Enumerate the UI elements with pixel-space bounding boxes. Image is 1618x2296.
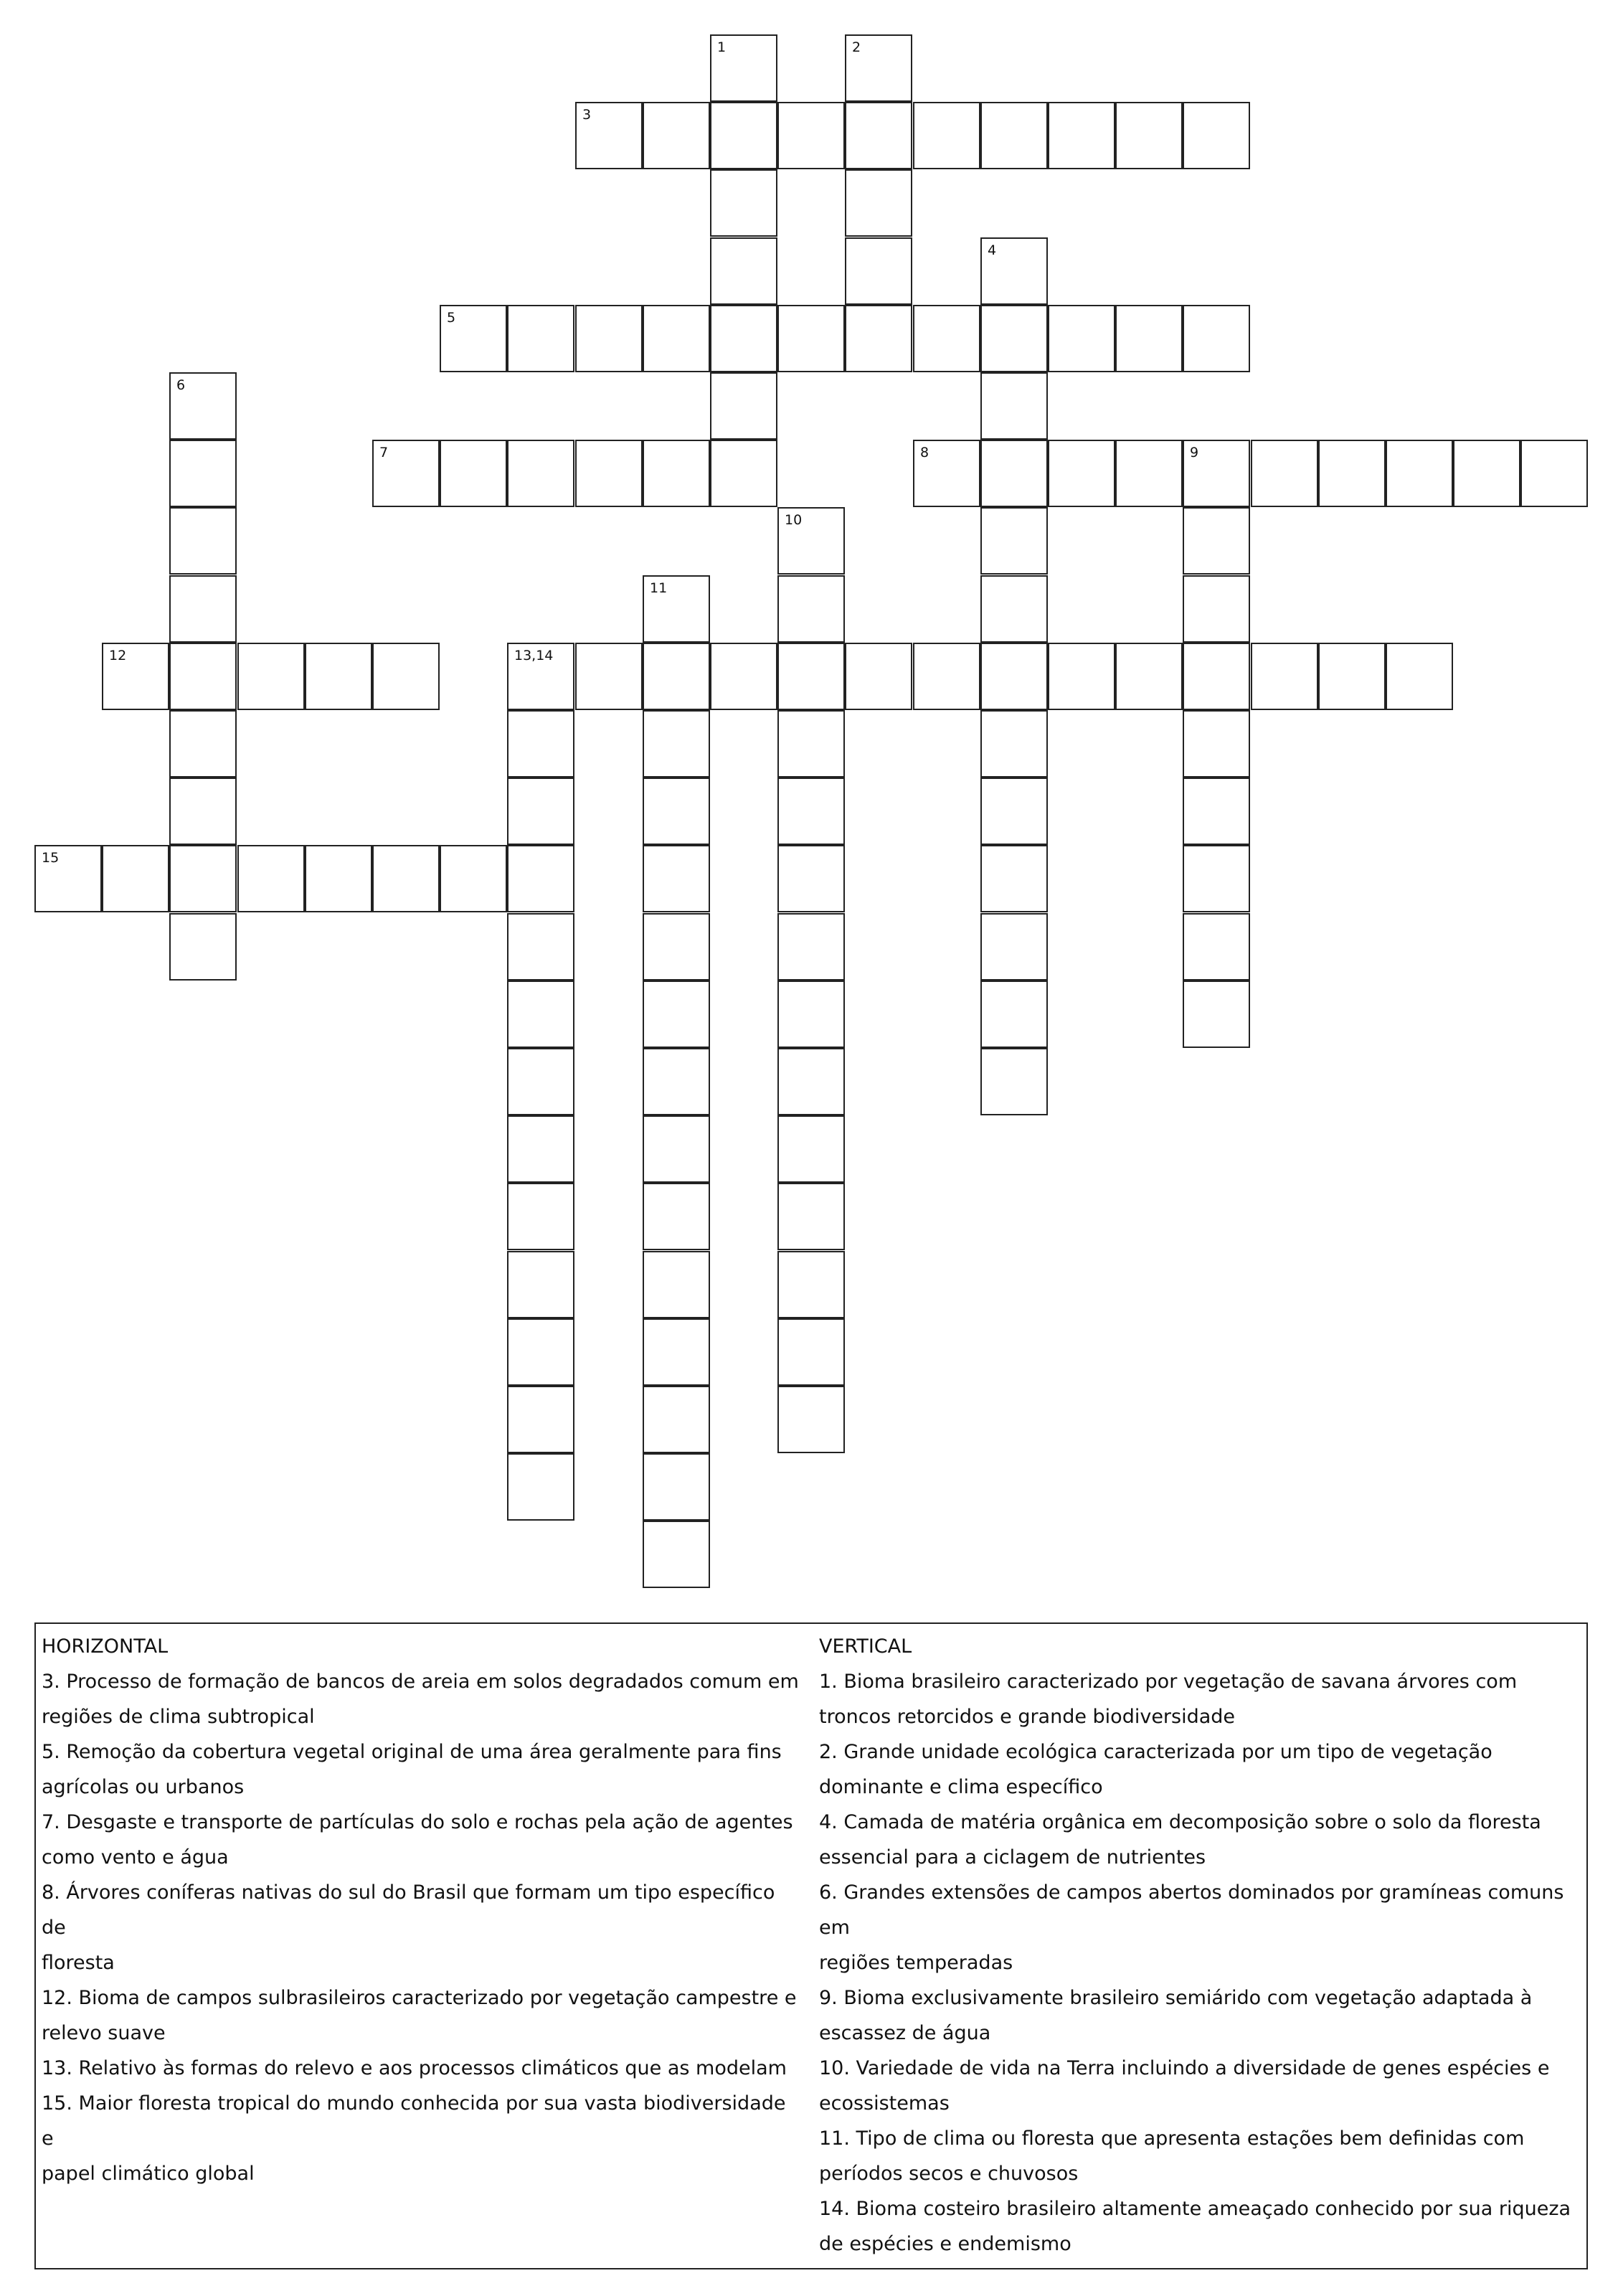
- crossword-cell[interactable]: [710, 169, 777, 237]
- crossword-cell[interactable]: [643, 913, 710, 981]
- crossword-cell[interactable]: [777, 1386, 845, 1453]
- horizontal-title: HORIZONTAL: [42, 1635, 169, 1658]
- crossword-cell[interactable]: [1318, 440, 1386, 507]
- clue-number: 3: [582, 107, 592, 123]
- crossword-cell[interactable]: [507, 1183, 574, 1250]
- clue-number: 4: [988, 242, 997, 258]
- crossword-cell[interactable]: [1183, 102, 1250, 169]
- clue-number: 9: [1190, 445, 1199, 460]
- crossword-cell[interactable]: [507, 710, 574, 778]
- clue-line: essencial para a ciclagem de nutrientes: [819, 1846, 1206, 1869]
- crossword-cell[interactable]: [507, 1453, 574, 1521]
- crossword-cell[interactable]: [980, 981, 1048, 1048]
- crossword-cell[interactable]: [980, 913, 1048, 981]
- clue-line: escassez de água: [819, 2022, 991, 2044]
- crossword-cell[interactable]: [913, 102, 980, 169]
- crossword-cell[interactable]: [643, 845, 710, 912]
- crossword-cell[interactable]: [980, 305, 1048, 372]
- crossword-cell[interactable]: [507, 778, 574, 845]
- crossword-cell[interactable]: [643, 710, 710, 778]
- crossword-cell[interactable]: [710, 372, 777, 440]
- crossword-cell[interactable]: [845, 102, 912, 169]
- clue-line: períodos secos e chuvosos: [819, 2163, 1079, 2185]
- crossword-cell[interactable]: [507, 845, 574, 912]
- crossword-cell[interactable]: [845, 169, 912, 237]
- crossword-cell[interactable]: [1386, 440, 1453, 507]
- clue-line: regiões de clima subtropical: [42, 1706, 315, 1728]
- crossword-cell[interactable]: [575, 643, 643, 710]
- clue-line: 15. Maior floresta tropical do mundo conhecida por sua vasta biodiversidade e: [42, 2092, 786, 2150]
- crossword-cell[interactable]: [980, 710, 1048, 778]
- crossword-cell[interactable]: [980, 1048, 1048, 1115]
- crossword-cell[interactable]: [643, 1183, 710, 1250]
- crossword-cell[interactable]: [1183, 981, 1250, 1048]
- crossword-cell[interactable]: [643, 1251, 710, 1318]
- crossword-cell[interactable]: [1251, 643, 1318, 710]
- crossword-cell[interactable]: [643, 981, 710, 1048]
- clue-number: 12: [109, 648, 127, 663]
- clue-line: 10. Variedade de vida na Terra incluindo a diversidade de genes espécies e: [819, 2057, 1550, 2079]
- crossword-cell[interactable]: [1183, 710, 1250, 778]
- clue-line: 1. Bioma brasileiro caracterizado por vegetação de savana árvores com: [819, 1671, 1518, 1693]
- crossword-cell[interactable]: [643, 305, 710, 372]
- crossword-cell[interactable]: [1183, 643, 1250, 710]
- clue-line: como vento e água: [42, 1846, 229, 1869]
- crossword-cell[interactable]: [980, 845, 1048, 912]
- crossword-cell[interactable]: [1115, 643, 1183, 710]
- crossword-cell[interactable]: [777, 507, 845, 575]
- crossword-cell[interactable]: [777, 845, 845, 912]
- crossword-cell[interactable]: [169, 913, 237, 981]
- crossword-cell[interactable]: [777, 1318, 845, 1386]
- crossword-cell[interactable]: [777, 1048, 845, 1115]
- clue-number: 13,14: [514, 648, 554, 663]
- crossword-cell[interactable]: [440, 305, 507, 372]
- crossword-cell[interactable]: [777, 305, 845, 372]
- crossword-cell[interactable]: [980, 575, 1048, 643]
- crossword-cell[interactable]: [1183, 913, 1250, 981]
- crossword-cell[interactable]: [980, 507, 1048, 575]
- crossword-cell[interactable]: [372, 643, 440, 710]
- crossword-cell[interactable]: [1386, 643, 1453, 710]
- crossword-cell[interactable]: [507, 305, 574, 372]
- crossword-cell[interactable]: [1183, 575, 1250, 643]
- crossword-cell[interactable]: [777, 710, 845, 778]
- crossword-cell[interactable]: [980, 372, 1048, 440]
- crossword-cell[interactable]: [237, 845, 305, 912]
- crossword-cell[interactable]: [1115, 305, 1183, 372]
- crossword-cell[interactable]: [1048, 643, 1115, 710]
- crossword-cell[interactable]: [845, 34, 912, 102]
- crossword-cell[interactable]: [1183, 778, 1250, 845]
- crossword-cell[interactable]: [305, 845, 372, 912]
- crossword-cell[interactable]: [507, 1115, 574, 1183]
- clue-line: 14. Bioma costeiro brasileiro altamente ameaçado conhecido por sua riqueza: [819, 2198, 1571, 2220]
- clue-line: relevo suave: [42, 2022, 166, 2044]
- crossword-cell[interactable]: [643, 1048, 710, 1115]
- crossword-cell[interactable]: [305, 643, 372, 710]
- crossword-cell[interactable]: [643, 1115, 710, 1183]
- clue-line: ecossistemas: [819, 2092, 950, 2115]
- crossword-cell[interactable]: [980, 440, 1048, 507]
- clue-line: 9. Bioma exclusivamente brasileiro semiárido com vegetação adaptada à: [819, 1987, 1533, 2009]
- crossword-cell[interactable]: [777, 1183, 845, 1250]
- crossword-cell[interactable]: [1520, 440, 1588, 507]
- crossword-cell[interactable]: [643, 1386, 710, 1453]
- clue-line: dominante e clima específico: [819, 1776, 1103, 1798]
- crossword-cell[interactable]: [169, 845, 237, 912]
- crossword-cell[interactable]: [777, 778, 845, 845]
- crossword-cell[interactable]: [845, 305, 912, 372]
- crossword-cell[interactable]: [980, 102, 1048, 169]
- crossword-cell[interactable]: [777, 643, 845, 710]
- clue-line: regiões temperadas: [819, 1952, 1013, 1974]
- crossword-cell[interactable]: [913, 305, 980, 372]
- clue-line: de espécies e endemismo: [819, 2233, 1071, 2255]
- clue-number: 10: [785, 512, 803, 528]
- crossword-cell[interactable]: [913, 643, 980, 710]
- clue-number: 15: [42, 850, 60, 866]
- crossword-cell[interactable]: [507, 981, 574, 1048]
- crossword-cell[interactable]: [575, 305, 643, 372]
- crossword-cell[interactable]: [980, 778, 1048, 845]
- crossword-cell[interactable]: [1115, 102, 1183, 169]
- crossword-cell[interactable]: [1251, 440, 1318, 507]
- crossword-cell[interactable]: [777, 1251, 845, 1318]
- crossword-cell[interactable]: [372, 845, 440, 912]
- clue-number: 8: [920, 445, 929, 460]
- clue-number: 11: [650, 580, 668, 596]
- crossword-cell[interactable]: [643, 102, 710, 169]
- crossword-cell[interactable]: [777, 913, 845, 981]
- clue-line: troncos retorcidos e grande biodiversidade: [819, 1706, 1236, 1728]
- crossword-cell[interactable]: [643, 440, 710, 507]
- crossword-cell[interactable]: [643, 643, 710, 710]
- crossword-cell[interactable]: [507, 1048, 574, 1115]
- crossword-cell[interactable]: [102, 643, 169, 710]
- crossword-cell[interactable]: [169, 372, 237, 440]
- crossword-cell[interactable]: [643, 1318, 710, 1386]
- crossword-cell[interactable]: [507, 913, 574, 981]
- crossword-cell[interactable]: [777, 575, 845, 643]
- crossword-cell[interactable]: [507, 1251, 574, 1318]
- clue-line: 5. Remoção da cobertura vegetal original de uma área geralmente para fins: [42, 1741, 782, 1763]
- crossword-cell[interactable]: [1183, 507, 1250, 575]
- crossword-cell[interactable]: [507, 440, 574, 507]
- crossword-cell[interactable]: [710, 237, 777, 305]
- clue-line: 11. Tipo de clima ou floresta que apresenta estações bem definidas com: [819, 2127, 1525, 2150]
- crossword-cell[interactable]: [440, 440, 507, 507]
- vertical-title: VERTICAL: [819, 1635, 912, 1658]
- crossword-cell[interactable]: [777, 1115, 845, 1183]
- crossword-cell[interactable]: [507, 643, 574, 710]
- crossword-cell[interactable]: [1048, 440, 1115, 507]
- crossword-cell[interactable]: [710, 440, 777, 507]
- crossword-cell[interactable]: [643, 575, 710, 643]
- clue-line: 12. Bioma de campos sulbrasileiros caracterizado por vegetação campestre e: [42, 1987, 797, 2009]
- clue-number: 1: [717, 39, 727, 55]
- crossword-cell[interactable]: [1048, 102, 1115, 169]
- crossword-cell[interactable]: [1318, 643, 1386, 710]
- crossword-cell[interactable]: [845, 643, 912, 710]
- clue-line: 4. Camada de matéria orgânica em decomposição sobre o solo da floresta: [819, 1811, 1541, 1833]
- clue-line: 2. Grande unidade ecológica caracterizada por um tipo de vegetação: [819, 1741, 1492, 1763]
- crossword-cell[interactable]: [237, 643, 305, 710]
- crossword-cell[interactable]: [845, 237, 912, 305]
- crossword-cell[interactable]: [575, 440, 643, 507]
- clue-line: 13. Relativo às formas do relevo e aos processos climáticos que as modelam: [42, 2057, 787, 2079]
- crossword-cell[interactable]: [169, 575, 237, 643]
- crossword-cell[interactable]: [169, 643, 237, 710]
- clue-number: 6: [176, 377, 186, 393]
- clue-number: 2: [852, 39, 861, 55]
- crossword-cell[interactable]: [102, 845, 169, 912]
- crossword-cell[interactable]: [372, 440, 440, 507]
- crossword-cell[interactable]: [440, 845, 507, 912]
- clue-number: 7: [379, 445, 389, 460]
- crossword-cell[interactable]: [34, 845, 102, 912]
- crossword-cell[interactable]: [980, 643, 1048, 710]
- clue-line: agrícolas ou urbanos: [42, 1776, 245, 1798]
- crossword-cell[interactable]: [1115, 440, 1183, 507]
- crossword-cell[interactable]: [777, 102, 845, 169]
- crossword-cell[interactable]: [575, 102, 643, 169]
- crossword-cell[interactable]: [169, 507, 237, 575]
- vertical-clues: [819, 1630, 1579, 2262]
- crossword-cell[interactable]: [169, 440, 237, 507]
- clues-box: [34, 1622, 1588, 2269]
- crossword-cell[interactable]: [710, 643, 777, 710]
- crossword-cell[interactable]: [643, 1453, 710, 1521]
- clue-line: floresta: [42, 1952, 115, 1974]
- crossword-cell[interactable]: [980, 237, 1048, 305]
- clue-line: 8. Árvores coníferas nativas do sul do Brasil que formam um tipo específico de: [42, 1881, 775, 1939]
- crossword-cell[interactable]: [169, 710, 237, 778]
- clue-line: 6. Grandes extensões de campos abertos dominados por gramíneas comuns em: [819, 1881, 1564, 1939]
- horizontal-clues: [42, 1630, 802, 2191]
- clue-line: 7. Desgaste e transporte de partículas do solo e rochas pela ação de agentes: [42, 1811, 793, 1833]
- clue-line: 3. Processo de formação de bancos de areia em solos degradados comum em: [42, 1671, 799, 1693]
- crossword-cell[interactable]: [1183, 440, 1250, 507]
- crossword-cell[interactable]: [777, 981, 845, 1048]
- crossword-cell[interactable]: [1048, 305, 1115, 372]
- crossword-cell[interactable]: [507, 1318, 574, 1386]
- crossword-cell[interactable]: [1453, 440, 1520, 507]
- crossword-cell[interactable]: [643, 778, 710, 845]
- crossword-cell[interactable]: [710, 34, 777, 102]
- crossword-cell[interactable]: [643, 1521, 710, 1588]
- crossword-cell[interactable]: [1183, 305, 1250, 372]
- crossword-cell[interactable]: [1183, 845, 1250, 912]
- crossword-cell[interactable]: [913, 440, 980, 507]
- crossword-cell[interactable]: [169, 778, 237, 845]
- crossword-cell[interactable]: [710, 305, 777, 372]
- crossword-cell[interactable]: [710, 102, 777, 169]
- clue-number: 5: [447, 310, 456, 326]
- clue-line: papel climático global: [42, 2163, 255, 2185]
- crossword-cell[interactable]: [507, 1386, 574, 1453]
